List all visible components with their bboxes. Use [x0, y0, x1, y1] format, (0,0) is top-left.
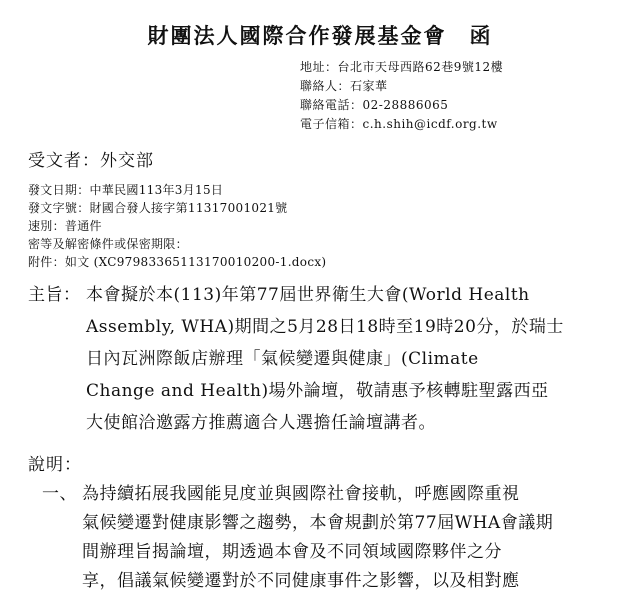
sender-email: 電子信箱：c.h.shih@icdf.org.tw — [300, 117, 498, 131]
explanation-item — [28, 482, 628, 598]
delivery-speed: 速別：普通件 — [28, 219, 102, 233]
explanation-label: 說明： — [28, 455, 82, 475]
subject-section — [28, 282, 628, 442]
explanation-text-line: 間辦理旨揭論壇，期透過本會及不同領域國際夥伴之分 — [82, 542, 502, 562]
subject-text-line: 本會擬於本(113)年第77屆世界衛生大會(World Health — [86, 285, 530, 305]
recipient: 受文者：外交部 — [28, 151, 154, 171]
sender-contact: 聯絡人：石家華 — [300, 79, 388, 93]
explanation-line — [28, 511, 628, 540]
subject-text-line: Change and Health)場外論壇，敬請惠予核轉駐聖露西亞 — [86, 381, 549, 401]
attachment: 附件：如文 (XC97983365113170010200-1.docx) — [28, 255, 327, 269]
letter-title: 財團法人國際合作發展基金會 函 — [147, 23, 493, 48]
subject-line — [28, 410, 628, 442]
item-marker: 一、 — [42, 484, 77, 504]
sender-phone: 聯絡電話：02-28886065 — [300, 98, 449, 112]
explanation-text-line: 享，倡議氣候變遷對於不同健康事件之影響，以及相對應 — [82, 571, 520, 591]
subject-line — [28, 282, 628, 314]
explanation-line — [28, 540, 628, 569]
subject-text-line: 日內瓦洲際飯店辦理「氣候變遷與健康」(Climate — [86, 349, 479, 369]
sender-info-block — [300, 58, 503, 134]
explanation-text-line: 為持續拓展我國能見度並與國際社會接軌，呼應國際重視 — [82, 484, 520, 504]
subject-text-line: 大使館洽邀露方推薦適合人選擔任論壇講者。 — [86, 413, 436, 433]
subject-line — [28, 314, 628, 346]
secrecy-level: 密等及解密條件或保密期限： — [28, 237, 188, 251]
subject-line — [28, 378, 628, 410]
document-meta-block — [28, 181, 326, 271]
explanation-line — [28, 569, 628, 598]
issue-date: 發文日期：中華民國113年3月15日 — [28, 183, 224, 197]
subject-label: 主旨： — [28, 285, 81, 305]
sender-address: 地址：台北市天母西路62巷9號12樓 — [300, 60, 504, 74]
explanation-text-line: 氣候變遷對健康影響之趨勢，本會規劃於第77屆WHA會議期 — [82, 513, 554, 533]
subject-text-line: Assembly, WHA)期間之5月28日18時至19時20分，於瑞士 — [86, 317, 564, 337]
document-number: 發文字號：財國合發人接字第11317001021號 — [28, 201, 288, 215]
subject-line — [28, 346, 628, 378]
explanation-line — [28, 482, 628, 511]
